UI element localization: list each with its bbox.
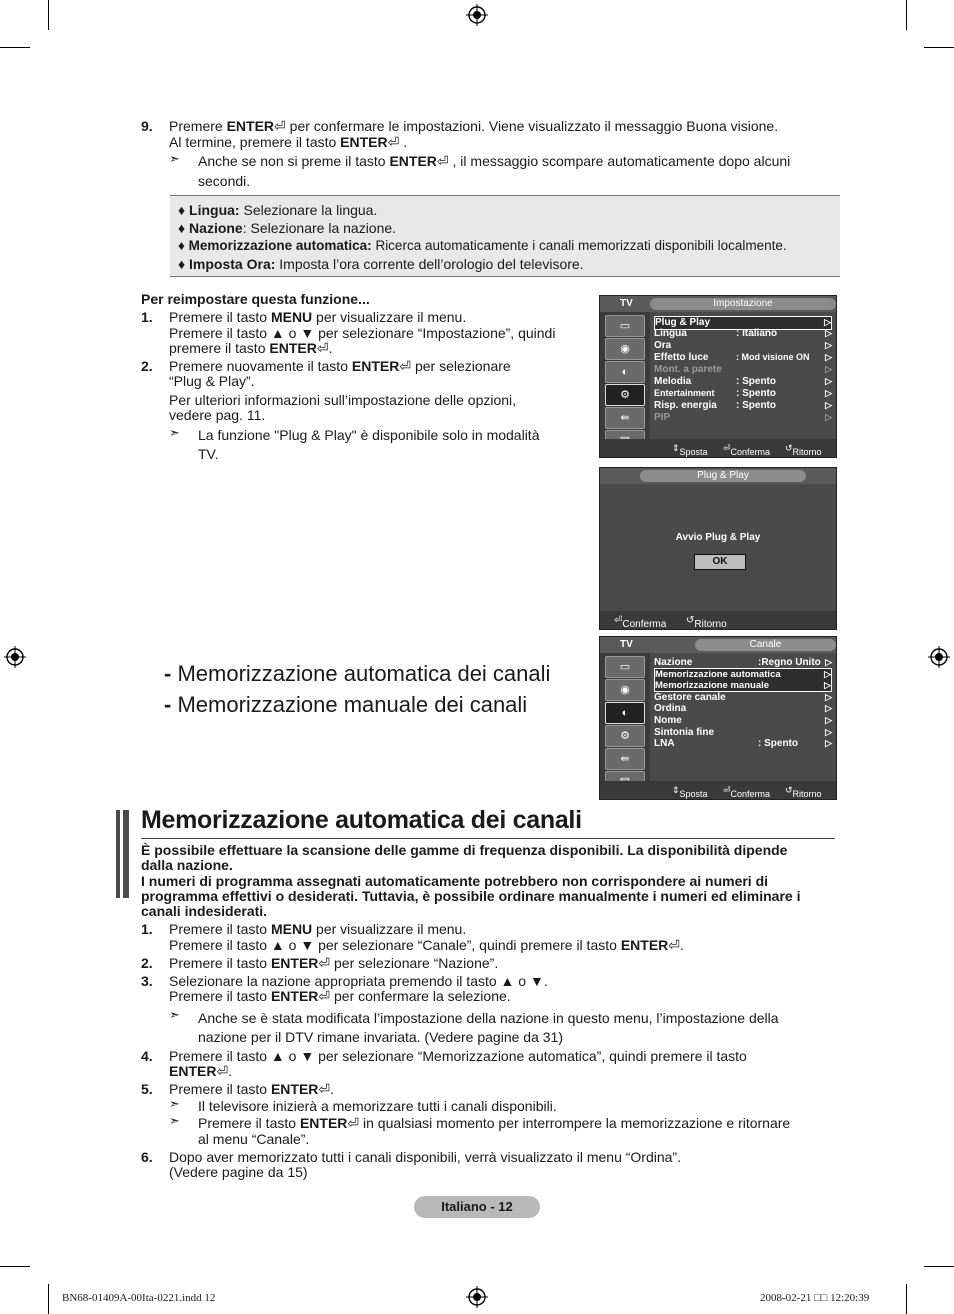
enter-icon: ⏎ — [318, 988, 331, 1004]
menu-tab: Impostazione — [650, 298, 836, 310]
tv-label: TV — [620, 639, 633, 650]
picture-icon[interactable]: ▭ — [605, 315, 645, 337]
intro-line: canali indesiderati. — [141, 903, 268, 919]
menu-sidebar — [600, 312, 650, 439]
registration-mark-icon — [466, 1286, 488, 1308]
step9-note-cont: secondi. — [198, 173, 251, 189]
menu-row-nome[interactable]: Nome ▷ — [654, 715, 832, 726]
section-title: Memorizzazione automatica dei canali — [141, 806, 582, 834]
info-box — [170, 195, 840, 277]
subtitle-manual: - Memorizzazione manuale dei canali — [164, 692, 528, 717]
step9-line2: Al termine, premere il tasto ENTER⏎ . — [169, 134, 408, 150]
step5-line: Premere il tasto ENTER⏎. — [169, 1081, 335, 1097]
page-number-badge: Italiano - 12 — [414, 1196, 540, 1218]
menu-row-ordina[interactable]: Ordina ▷ — [654, 703, 832, 714]
info-item: ♦ Nazione: Selezionare la nazione. — [178, 220, 397, 236]
menu-tab: Plug & Play — [640, 470, 806, 482]
reset-title: Per reimpostare questa funzione... — [141, 291, 370, 307]
enter-icon: ⏎ — [216, 1063, 229, 1079]
step6-line1: Dopo aver memorizzato tutti i canali disponibili, verrà visualizzato il menu “Ordina”. — [169, 1149, 681, 1165]
footer-file: BN68-01409A-00Ita-0221.indd 12 — [62, 1292, 216, 1304]
menu-row-melodia[interactable]: Melodia : Spento ▷ — [654, 376, 832, 387]
step2-line: Premere il tasto ENTER⏎ per selezionare “Nazione”. — [169, 955, 499, 971]
picture-icon[interactable]: ▭ — [605, 656, 645, 678]
step3-line2: Premere il tasto ENTER⏎ per confermare la selezione. — [169, 988, 511, 1004]
step9-note: Anche se non si preme il tasto ENTER⏎ , il messaggio scompare automaticamente dopo alcuni — [198, 153, 791, 169]
menu-row-pip: PIP ▷ — [654, 412, 832, 423]
menu-row-plug-and-play[interactable]: Plug & Play ▷ — [655, 317, 831, 328]
step-number: 9. — [141, 118, 153, 134]
note-arrow-icon: ➣ — [169, 1007, 180, 1022]
intro-line: programma effettivi o desiderati. Tuttavia, è possibile ordinare manualmente i numeri ed eliminare i — [141, 888, 801, 904]
reset-step1-line2: Premere il tasto ▲ o ▼ per selezionare “Impostazione”, quindi — [169, 325, 556, 341]
step-number: 5. — [141, 1081, 153, 1097]
step3-note: Anche se è stata modificata l’impostazione della nazione in questo menu, l’impostazione della — [198, 1010, 779, 1026]
note-arrow-icon: ➣ — [169, 425, 180, 440]
step4-line2: ENTER⏎. — [169, 1063, 233, 1079]
step1-line2: Premere il tasto ▲ o ▼ per selezionare “Canale”, quindi premere il tasto ENTER⏎. — [169, 937, 684, 953]
return-hint: ↺ Ritorno — [785, 443, 822, 457]
plug-play-message: Avvio Plug & Play — [675, 532, 761, 543]
menu-row-mont-a-parete: Mont. a parete ▷ — [654, 364, 832, 375]
note-arrow-icon: ➣ — [169, 1096, 180, 1111]
step-number: 1. — [141, 309, 153, 325]
menu-list — [652, 314, 834, 437]
footer-date: 2008-02-21 □□ 12:20:39 — [760, 1292, 870, 1304]
setup-icon[interactable]: ⚙ — [605, 384, 645, 406]
return-hint: ↺ Ritorno — [785, 785, 822, 799]
reset-note-cont: TV. — [198, 446, 219, 462]
tv-menu-canale — [599, 636, 837, 800]
enter-icon: ⏎ — [347, 1115, 360, 1131]
info-item: ♦ Memorizzazione automatica: Ricerca automaticamente i canali memorizzati disponibili localmente. — [178, 238, 787, 253]
registration-mark-icon — [928, 646, 950, 668]
confirm-hint: ⏎ Conferma — [723, 785, 771, 799]
menu-row-memorizzazione-group[interactable]: Memorizzazione automatica ▷ Memorizzazione manuale ▷ — [655, 669, 831, 691]
move-hint: ⇕ Sposta — [672, 443, 708, 457]
confirm-hint: ⏎ Conferma — [723, 443, 771, 457]
menu-row-effetto-luce[interactable]: Effetto luce : Mod visione ON ▷ — [654, 352, 832, 363]
intro-line: I numeri di programma assegnati automaticamente potrebbero non corrispondere ai numeri di — [141, 873, 769, 889]
registration-mark-icon — [466, 4, 488, 26]
sound-icon[interactable]: ◉ — [605, 338, 645, 360]
step5-note1: Il televisore inizierà a memorizzare tutti i canali disponibili. — [198, 1098, 557, 1114]
enter-icon: ⏎ — [318, 955, 331, 971]
reset-step2-line3: Per ulteriori informazioni sull’impostazione delle opzioni, — [169, 392, 517, 408]
intro-line: È possibile effettuare la scansione delle gamme di frequenza disponibili. La disponibilità dipende — [141, 842, 788, 858]
menu-row-entertainment[interactable]: Entertainment : Spento ▷ — [654, 388, 832, 399]
step9-line1: Premere ENTER⏎ per confermare le impostazioni. Viene visualizzato il messaggio Buona visione. — [169, 118, 779, 134]
menu-row-gestore-canale[interactable]: Gestore canale ▷ — [654, 692, 832, 703]
tv-label: TV — [620, 298, 633, 309]
step5-note2: Premere il tasto ENTER⏎ in qualsiasi momento per interrompere la memorizzazione e ritornare — [198, 1115, 791, 1131]
channel-icon[interactable]: ◐ — [605, 702, 645, 724]
setup-icon[interactable]: ⚙ — [605, 725, 645, 747]
reset-note: La funzione "Plug & Play" è disponibile solo in modalità — [198, 427, 540, 443]
step4-line1: Premere il tasto ▲ o ▼ per selezionare “Memorizzazione automatica”, quindi premere il tasto — [169, 1048, 747, 1064]
subtitle-auto: - Memorizzazione automatica dei canali — [164, 661, 551, 686]
move-hint: ⇕ Sposta — [672, 785, 708, 799]
tv-plug-and-play-screen — [599, 467, 837, 630]
reset-step2-line2: “Plug & Play”. — [169, 373, 255, 389]
step1-line1: Premere il tasto MENU per visualizzare il menu. — [169, 921, 467, 937]
menu-footer — [600, 781, 836, 799]
note-arrow-icon: ➣ — [169, 151, 180, 166]
note-arrow-icon: ➣ — [169, 1113, 180, 1128]
registration-mark-icon — [4, 646, 26, 668]
input-icon[interactable]: ⇚ — [605, 407, 645, 429]
step6-line2: (Vedere pagine da 15) — [169, 1164, 308, 1180]
enter-icon: ⏎ — [318, 1081, 331, 1097]
enter-icon: ⏎ — [387, 134, 400, 150]
step5-note2-cont: al menu “Canale”. — [198, 1131, 310, 1147]
menu-row-risp-energia[interactable]: Risp. energia : Spento ▷ — [654, 400, 832, 411]
step-number: 4. — [141, 1048, 153, 1064]
return-hint: ↺ Ritorno — [686, 615, 727, 630]
enter-icon: ⏎ — [668, 937, 680, 953]
menu-row-lna[interactable]: LNA : Spento ▷ — [654, 738, 832, 749]
enter-icon: ⏎ — [274, 118, 286, 134]
sound-icon[interactable]: ◉ — [605, 679, 645, 701]
enter-icon: ⏎ — [316, 340, 329, 356]
menu-row-nazione[interactable]: Nazione :Regno Unito ▷ — [654, 657, 832, 668]
reset-step1-line3: premere il tasto ENTER⏎. — [169, 340, 333, 356]
menu-footer — [600, 611, 836, 629]
menu-sidebar — [600, 653, 650, 781]
reset-step1-line1: Premere il tasto MENU per visualizzare il menu. — [169, 309, 467, 325]
reset-step2-line1: Premere nuovamente il tasto ENTER⏎ per selezionare — [169, 358, 511, 374]
intro-line: dalla nazione. — [141, 857, 233, 873]
enter-icon: ⏎ — [399, 358, 412, 374]
channel-icon[interactable]: ◐ — [605, 361, 645, 383]
info-item: ♦ Imposta Ora: Imposta l’ora corrente dell’orologio del televisore. — [178, 256, 584, 272]
menu-footer — [600, 439, 836, 457]
step-number: 2. — [141, 955, 153, 971]
info-item: ♦ Lingua: Selezionare la lingua. — [178, 202, 378, 218]
enter-icon: ⏎ — [436, 153, 449, 169]
input-icon[interactable]: ⇚ — [605, 748, 645, 770]
ok-button[interactable]: OK — [694, 554, 746, 570]
menu-tab: Canale — [695, 639, 836, 651]
menu-row-sintonia-fine[interactable]: Sintonia fine ▷ — [654, 727, 832, 738]
step-number: 6. — [141, 1149, 153, 1165]
step-number: 1. — [141, 921, 153, 937]
menu-row-lingua[interactable]: Lingua : Italiano ▷ — [654, 328, 832, 339]
reset-step2-line4: vedere pag. 11. — [169, 407, 266, 423]
confirm-hint: ⏎ Conferma — [614, 615, 667, 630]
tv-menu-impostazione — [599, 295, 837, 458]
step-number: 2. — [141, 358, 153, 374]
step3-line1: Selezionare la nazione appropriata premendo il tasto ▲ o ▼. — [169, 973, 548, 989]
menu-list — [652, 657, 834, 779]
step-number: 3. — [141, 973, 153, 989]
step3-note-cont: nazione per il DTV rimane invariata. (Vedere pagine da 31) — [198, 1029, 563, 1045]
menu-row-ora[interactable]: Ora ▷ — [654, 340, 832, 351]
